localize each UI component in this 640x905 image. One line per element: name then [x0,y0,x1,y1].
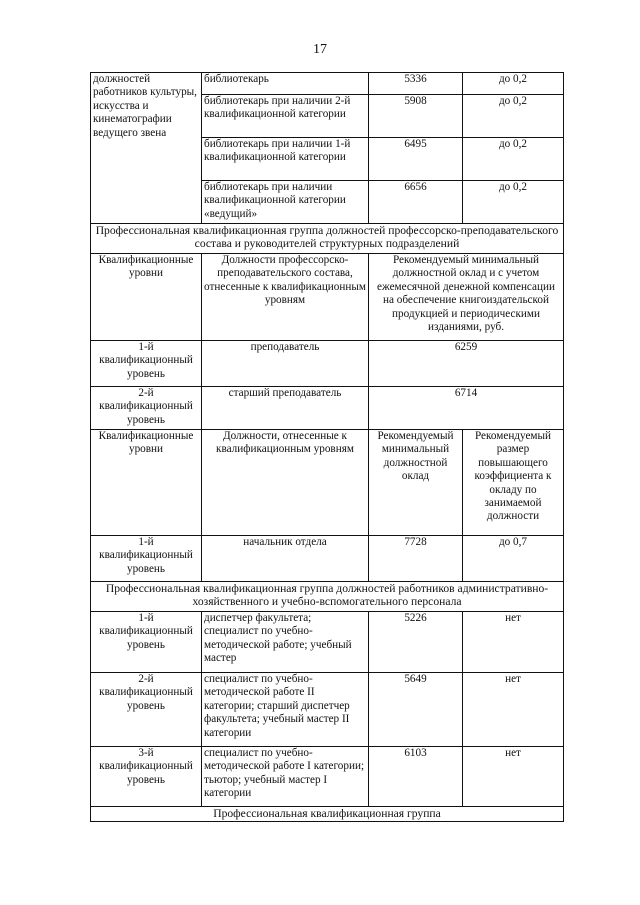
page-number: 17 [313,42,327,57]
level-cell: 1-й квалификационный уровень [91,341,202,387]
position-cell: библиотекарь при наличии квалификационной категории «ведущий» [202,181,369,224]
salary-cell: 5908 [369,95,463,138]
column-header: Должности, отнесенные к квалификационным уровням [202,430,369,536]
table-row [91,536,564,582]
coef-cell: до 0,7 [463,536,564,582]
position-cell: специалист по учебно-методической работе II категории; старший диспетчер факультета; учебный мастер II категории [202,673,369,747]
salary-table [90,72,564,822]
column-header: Квалификационные уровни [91,430,202,536]
coef-cell: нет [463,612,564,673]
position-cell: преподаватель [202,341,369,387]
section-title: Профессиональная квалификационная группа [91,807,564,822]
table-row [91,387,564,430]
group-label-cell: должностей работников культуры, искусства и кинематографии ведущего звена [91,73,202,224]
section-title: Профессиональная квалификационная группа должностей профессорско-преподавательского состава и руководителей структурных подразделений [91,224,564,254]
position-cell: старший преподаватель [202,387,369,430]
salary-cell: 6656 [369,181,463,224]
table-row [91,341,564,387]
column-header: Рекомендуемый минимальный должностной оклад и с учетом ежемесячной денежной компенсации на обеспечение книгоиздательской продукцией и периодическими изданиями, руб. [369,254,564,341]
coef-cell: до 0,2 [463,95,564,138]
level-cell: 2-й квалификационный уровень [91,387,202,430]
coef-cell: до 0,2 [463,73,564,95]
level-cell: 1-й квалификационный уровень [91,536,202,582]
position-cell: библиотекарь [202,73,369,95]
coef-cell: до 0,2 [463,181,564,224]
salary-cell: 7728 [369,536,463,582]
position-cell: начальник отдела [202,536,369,582]
salary-cell: 6714 [369,387,564,430]
table-row [91,612,564,673]
table-row [91,73,564,95]
salary-cell: 6495 [369,138,463,181]
coef-cell: нет [463,747,564,807]
position-cell: библиотекарь при наличии 1-й квалификационной категории [202,138,369,181]
section-title: Профессиональная квалификационная группа должностей работников административно-хозяйственного и учебно-вспомогательного персонала [91,582,564,612]
coef-cell: нет [463,673,564,747]
level-cell: 2-й квалификационный уровень [91,673,202,747]
salary-cell: 6103 [369,747,463,807]
position-cell: специалист по учебно-методической работе I категории; тьютор; учебный мастер I категории [202,747,369,807]
coef-cell: до 0,2 [463,138,564,181]
column-header: Должности профессорско-преподавательского состава, отнесенные к квалификационным уровням [202,254,369,341]
section-title-row [91,807,564,822]
position-cell: диспетчер факультета; специалист по учебно-методической работе; учебный мастер [202,612,369,673]
salary-cell: 6259 [369,341,564,387]
salary-cell: 5336 [369,73,463,95]
level-cell: 1-й квалификационный уровень [91,612,202,673]
column-header: Рекомендуемый минимальный должностной оклад [369,430,463,536]
level-cell: 3-й квалификационный уровень [91,747,202,807]
table-row [91,673,564,747]
column-header: Рекомендуемый размер повышающего коэффициента к окладу по занимаемой должности [463,430,564,536]
salary-cell: 5226 [369,612,463,673]
position-cell: библиотекарь при наличии 2-й квалификационной категории [202,95,369,138]
section-title-row [91,224,564,254]
table-header-row [91,254,564,341]
section-title-row [91,582,564,612]
table-row [91,747,564,807]
column-header: Квалификационные уровни [91,254,202,341]
salary-cell: 5649 [369,673,463,747]
table-header-row [91,430,564,536]
